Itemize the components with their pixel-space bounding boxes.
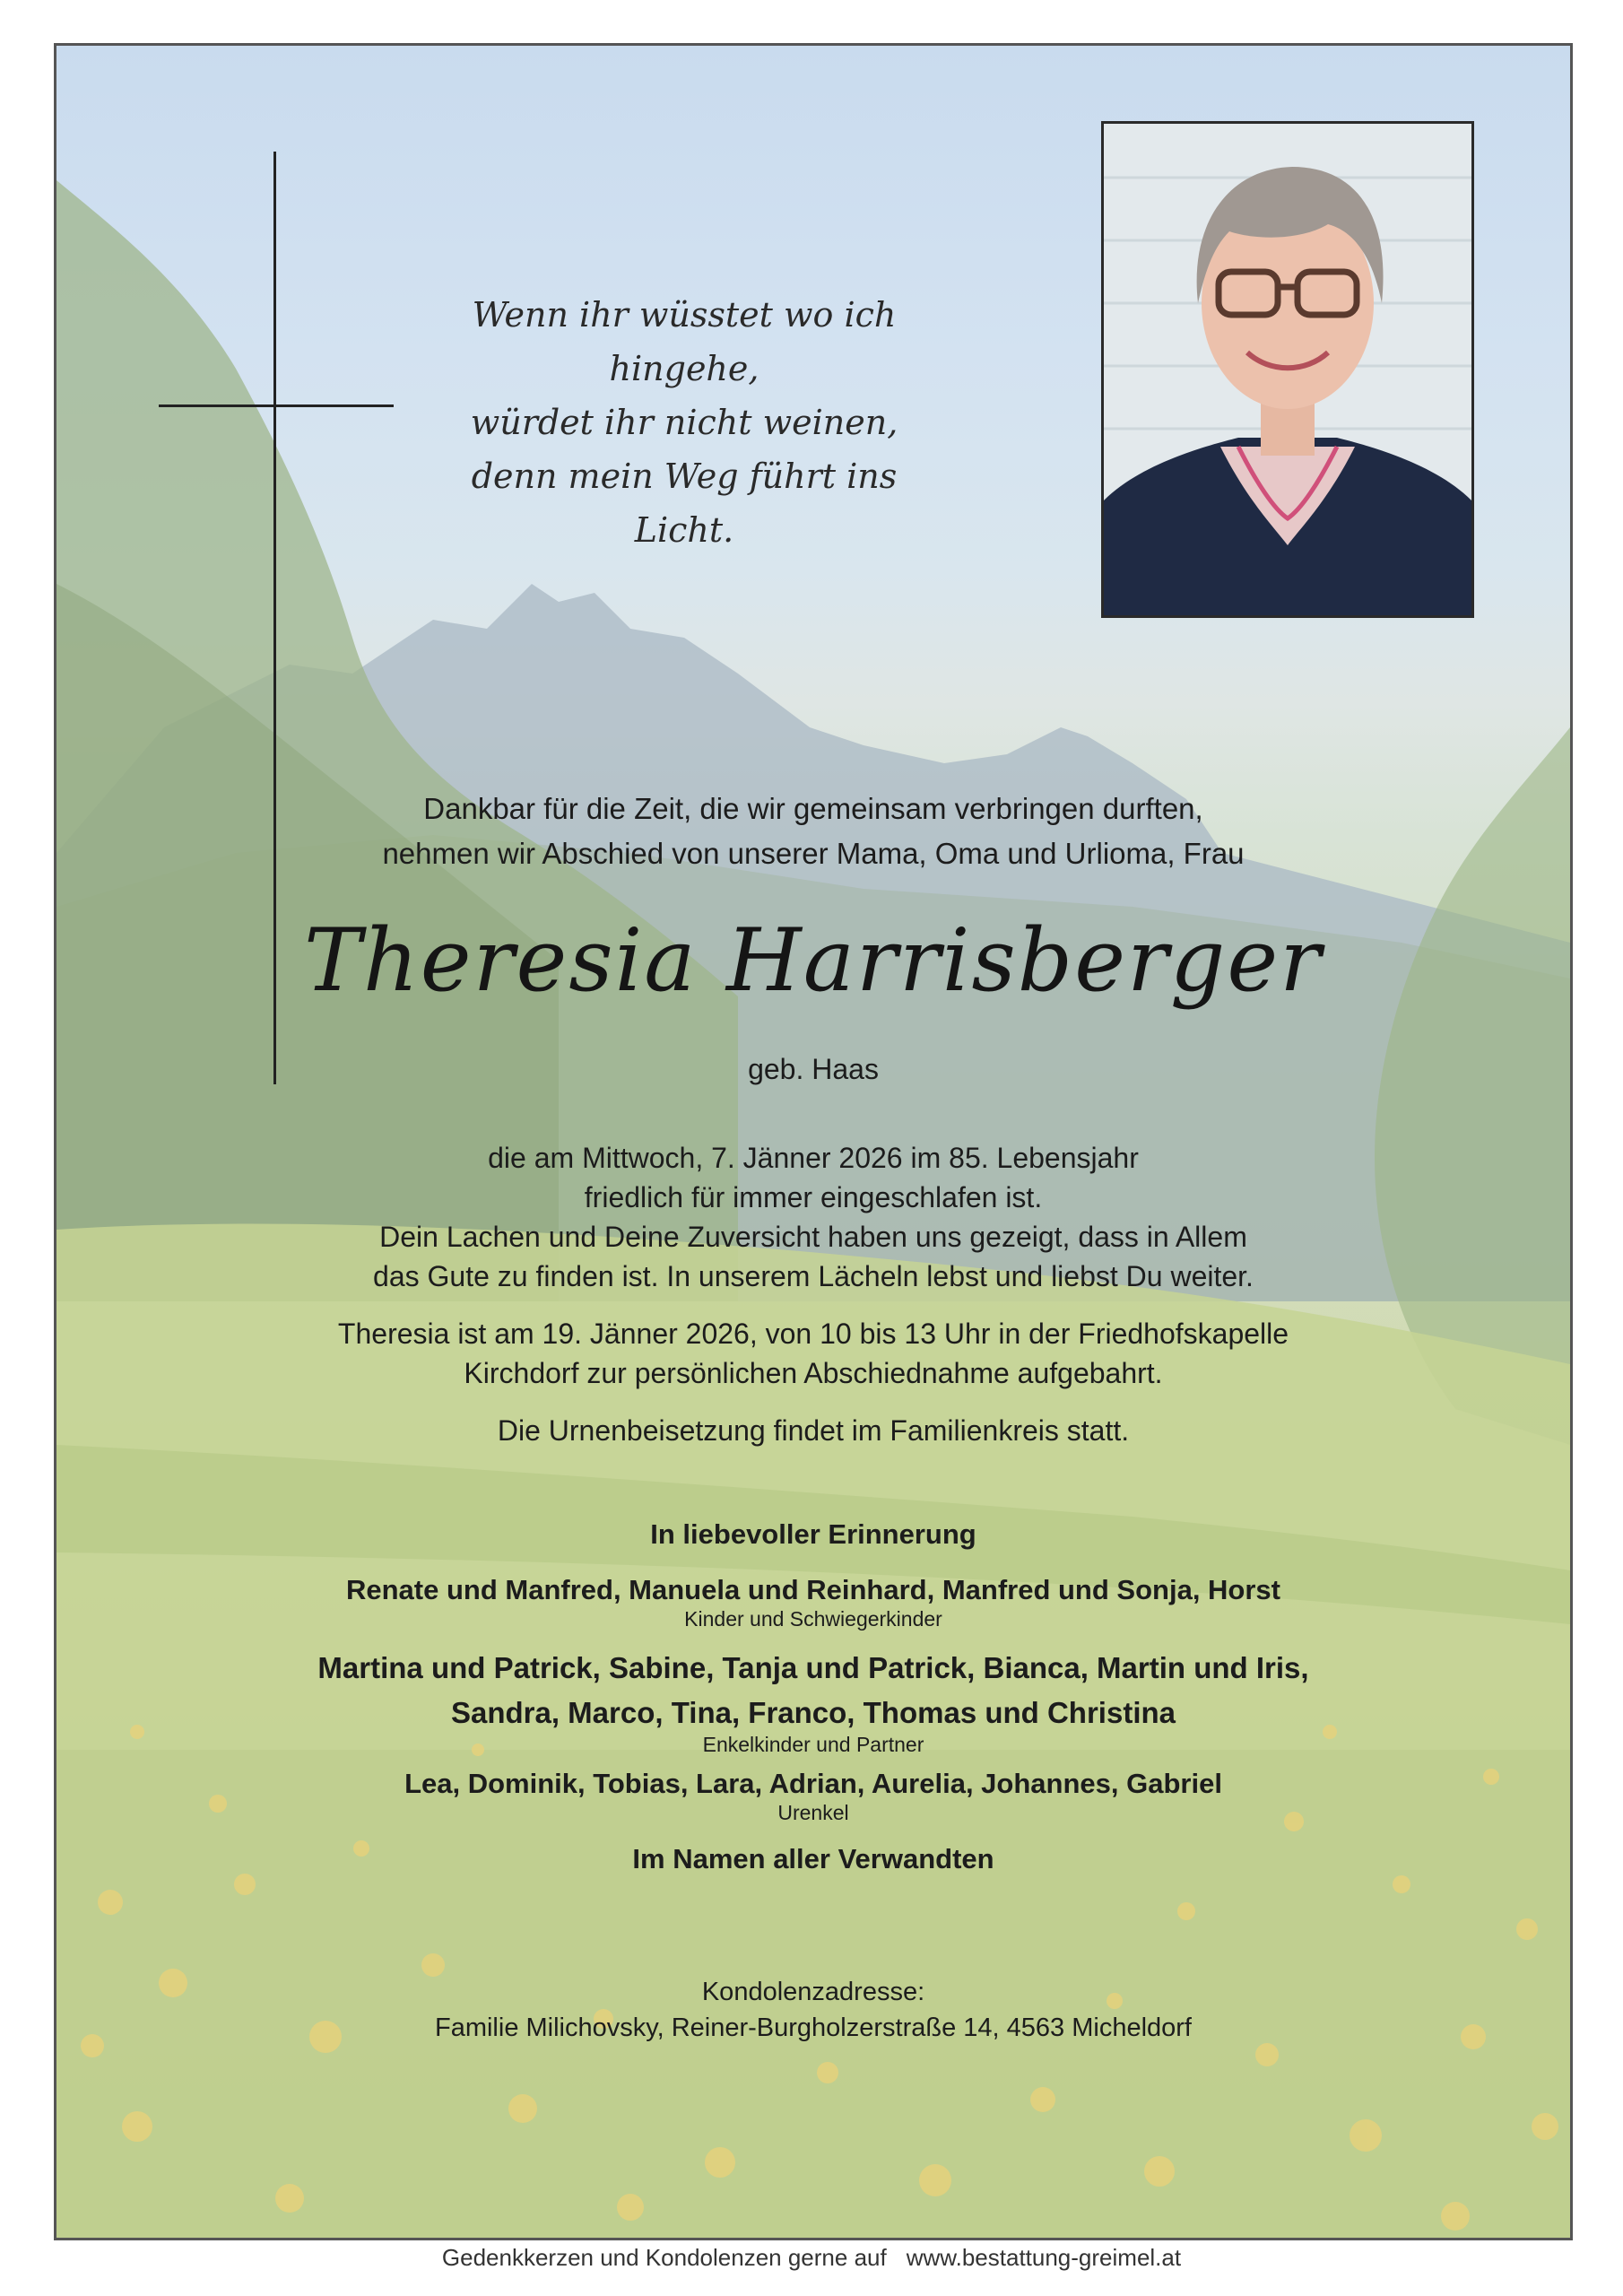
deceased-name: Theresia Harrisberger [303,910,1324,1011]
great-grandchildren-label: Urenkel [777,1801,849,1824]
obituary-line: Dein Lachen und Deine Zuversicht haben uns gezeigt, dass in Allem [379,1221,1247,1253]
portrait-photo [1101,121,1474,618]
obituary-card [54,43,1573,2240]
grandchildren-label: Enkelkinder und Partner [702,1733,924,1756]
footer [0,2242,1623,2273]
footer-text: Gedenkkerzen und Kondolenzen gerne auf [441,2244,887,2271]
viewing-info [56,1314,1570,1393]
motto-quote [433,288,935,557]
portrait-illustration [1104,124,1471,615]
grandchildren-line: Sandra, Marco, Tina, Franco, Thomas und Christina [450,1696,1176,1729]
website-link[interactable]: www.bestattung-greimel.at [906,2244,1182,2271]
viewing-line: Kirchdorf zur persönlichen Abschiednahme aufgebahrt. [464,1357,1163,1389]
relatives-note: Im Namen aller Verwandten [632,1843,994,1874]
motto-line: würdet ihr nicht weinen, [470,403,898,442]
condolence-address: Familie Milichovsky, Reiner-Burgholzerstraße 14, 4563 Micheldorf [434,2013,1192,2042]
children-label: Kinder und Schwiegerkinder [684,1607,942,1631]
motto-line: Wenn ihr wüsstet wo ich hingehe, [472,295,897,388]
intro-text [56,787,1570,876]
obituary-line: die am Mittwoch, 7. Jänner 2026 im 85. Lebensjahr [488,1142,1139,1174]
viewing-line: Theresia ist am 19. Jänner 2026, von 10 bis 13 Uhr in der Friedhofskapelle [337,1318,1289,1350]
motto-line: denn mein Weg führt ins Licht. [471,457,898,550]
great-grandchildren-names: Lea, Dominik, Tobias, Lara, Adrian, Aurelia, Johannes, Gabriel [404,1768,1222,1799]
urn-burial-info: Die Urnenbeisetzung findet im Familienkreis statt. [497,1414,1130,1447]
intro-line: Dankbar für die Zeit, die wir gemeinsam verbringen durften, [423,792,1203,825]
memory-heading: In liebevoller Erinnerung [650,1518,976,1550]
grandchildren-names [56,1646,1570,1735]
children-names: Renate und Manfred, Manuela und Reinhard, Manfred und Sonja, Horst [345,1574,1280,1605]
grandchildren-line: Martina und Patrick, Sabine, Tanja und Patrick, Bianca, Martin und Iris, [317,1651,1309,1684]
cross-horizontal-bar [159,404,394,407]
condolence-label: Kondolenzadresse: [701,1978,925,2006]
intro-line: nehmen wir Abschied von unserer Mama, Oma und Urlioma, Frau [382,837,1245,870]
obituary-line: das Gute zu finden ist. In unserem Lächeln lebst und liebst Du weiter. [373,1260,1254,1292]
birth-name: geb. Haas [748,1053,879,1085]
obituary-line: friedlich für immer eingeschlafen ist. [584,1181,1043,1213]
obituary-text [56,1138,1570,1296]
